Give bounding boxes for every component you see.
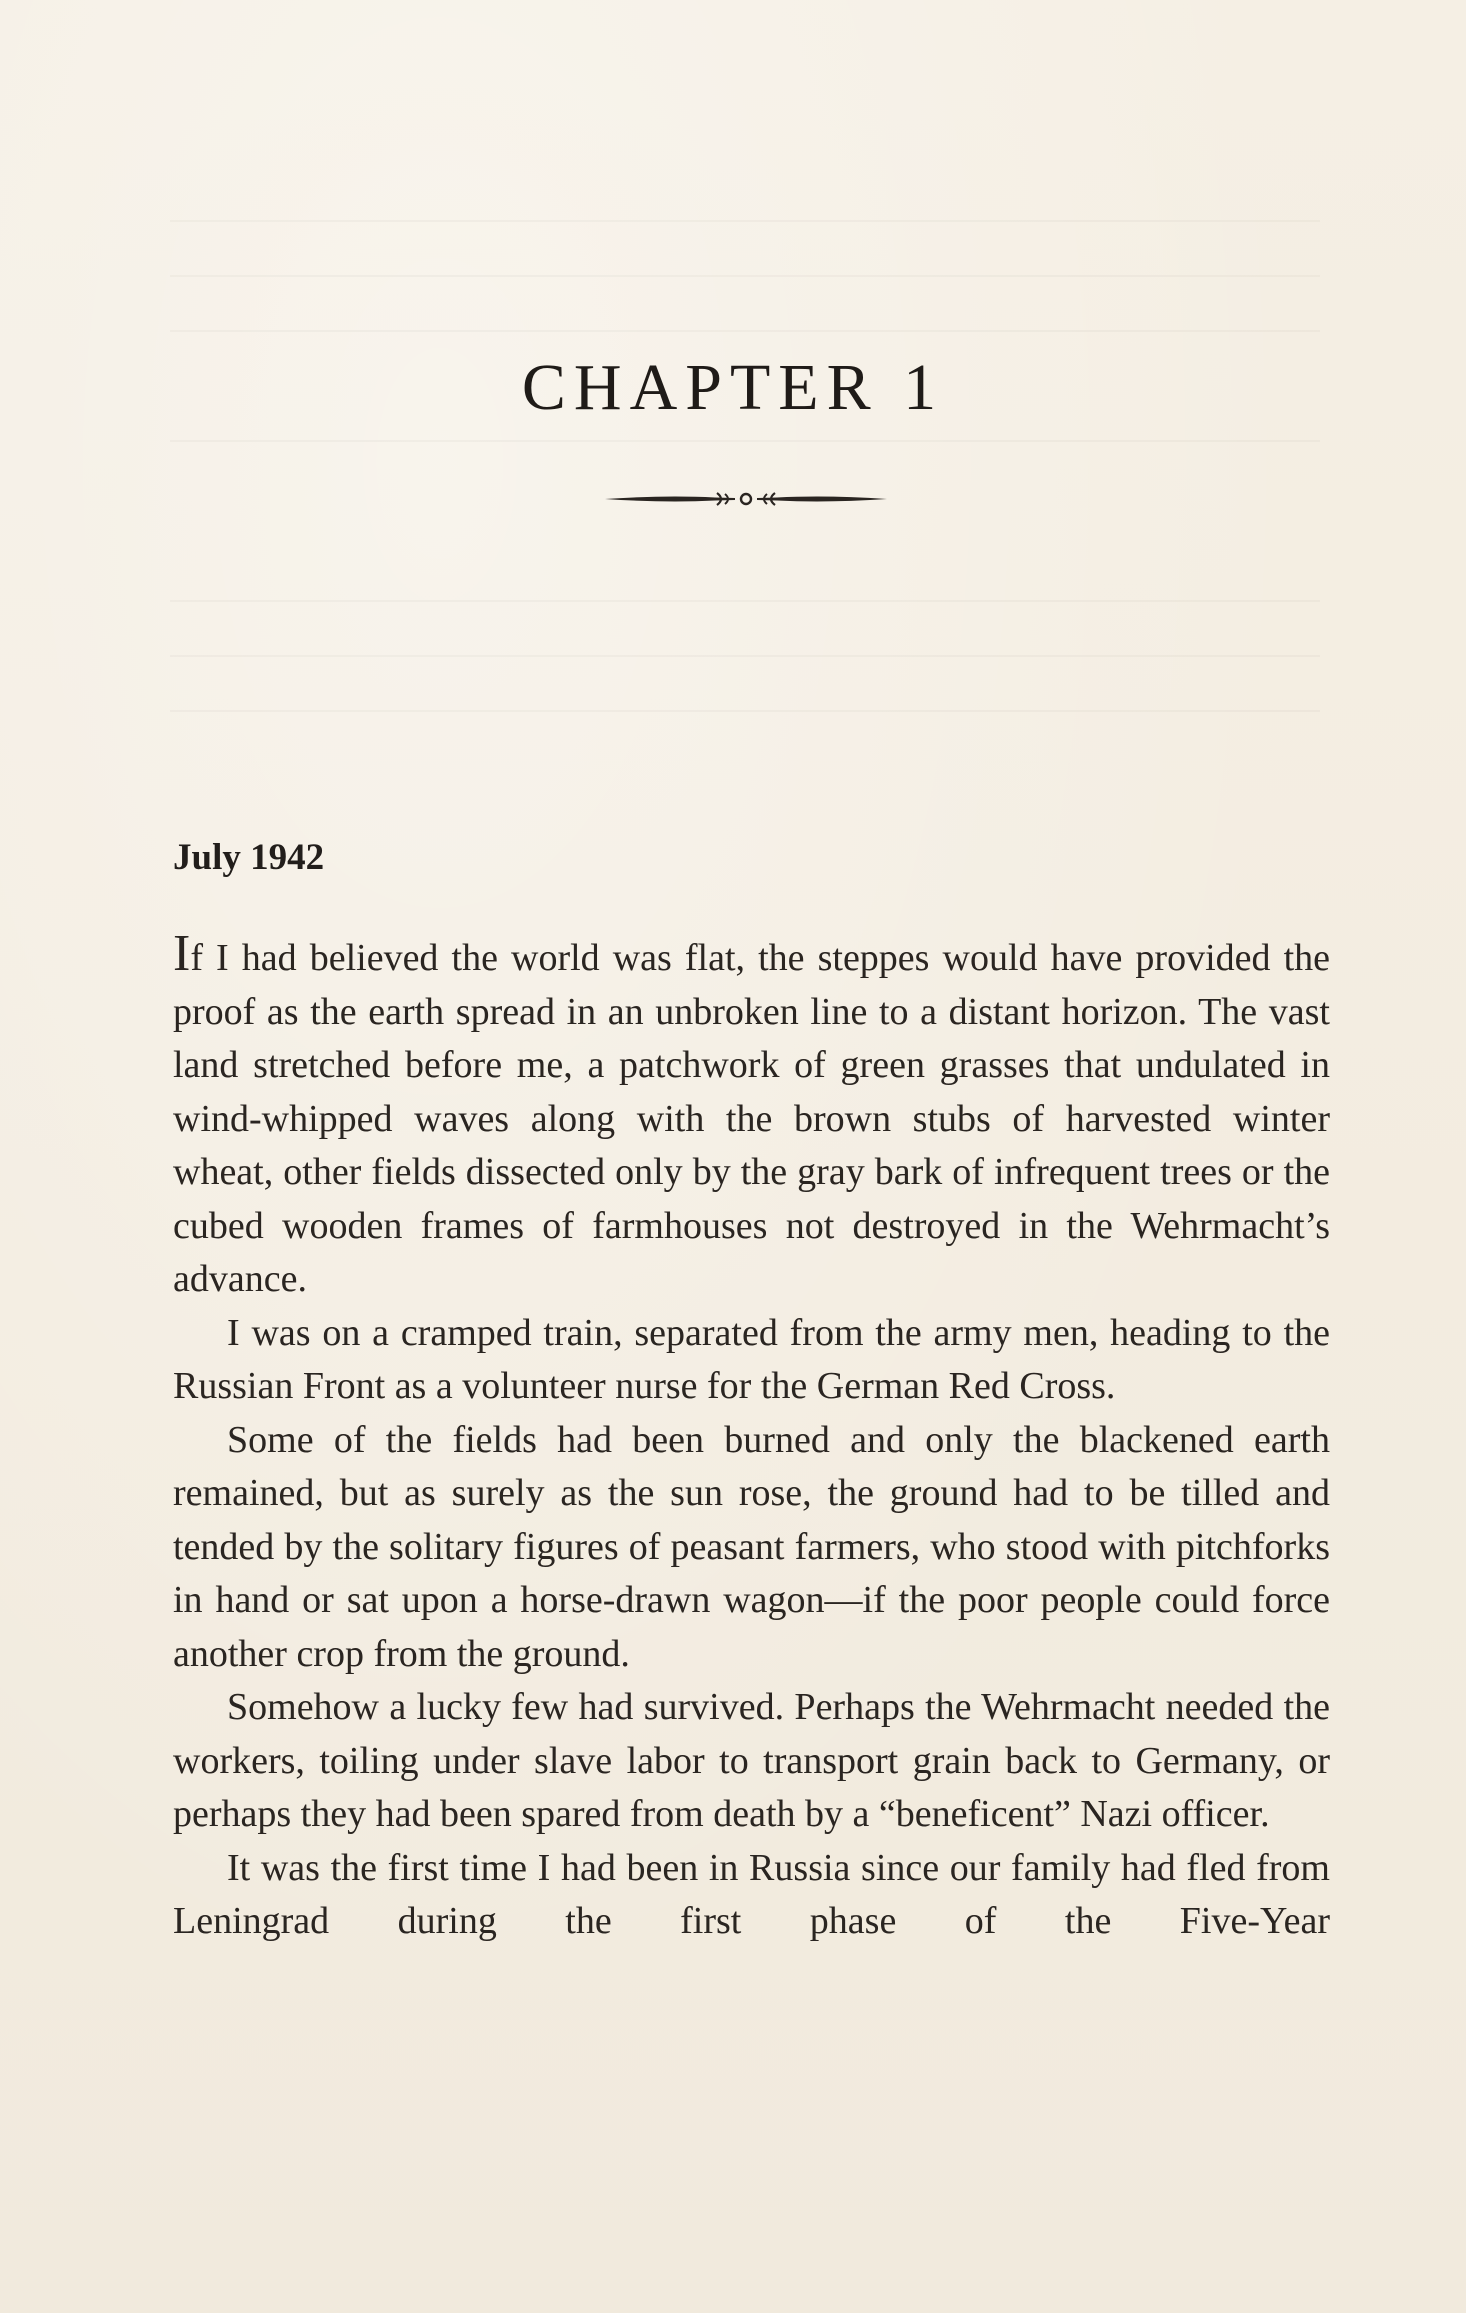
bleed-through-line — [170, 275, 1320, 277]
chapter-ornament-icon — [605, 485, 887, 513]
paragraph: I was on a cramped train, separated from the army men, heading to the Russian Front as a volunteer nurse for the German Red Cross. — [173, 1311, 1330, 1407]
section-date-heading: July 1942 — [173, 837, 325, 878]
bleed-through-line — [170, 440, 1320, 442]
bleed-through-line — [170, 655, 1320, 657]
bleed-through-line — [170, 330, 1320, 332]
drop-cap: I — [173, 925, 191, 982]
bleed-through-line — [170, 220, 1320, 222]
paragraph: Some of the fields had been burned and only the blackened earth remained, but as surely as the sun rose, the ground had to be tilled and tended by the solitary figures of peasant farmers, who stood with pitchforks in hand or sat upon a horse-drawn wagon—if the poor people could force another crop from the ground. — [173, 1418, 1330, 1675]
chapter-body — [173, 925, 1330, 1949]
bleed-through-line — [170, 600, 1320, 602]
paragraph-text: f I had believed the world was flat, the steppes would have provided the proof as the earth spread in an unbroken line to a distant horizon. The vast land stretched before me, a patchwork of green grasses that undulated in wind-whipped waves along with the brown stubs of harvested winter wheat, other fields dissected only by the gray bark of infrequent trees or the cubed wooden frames of farmhouses not destroyed in the Wehrmacht’s advance. — [173, 937, 1330, 1300]
bleed-through-line — [170, 710, 1320, 712]
paragraph: Somehow a lucky few had survived. Perhaps the Wehrmacht needed the workers, toiling under slave labor to transport grain back to Germany, or perhaps they had been spared from death by a “beneficent” Nazi officer. — [173, 1686, 1330, 1835]
chapter-title: CHAPTER 1 — [521, 351, 945, 424]
paragraph: It was the first time I had been in Russia since our family had fled from Leningrad during the first phase of the Five-Year — [173, 1846, 1330, 1942]
paragraph — [173, 925, 1330, 1307]
